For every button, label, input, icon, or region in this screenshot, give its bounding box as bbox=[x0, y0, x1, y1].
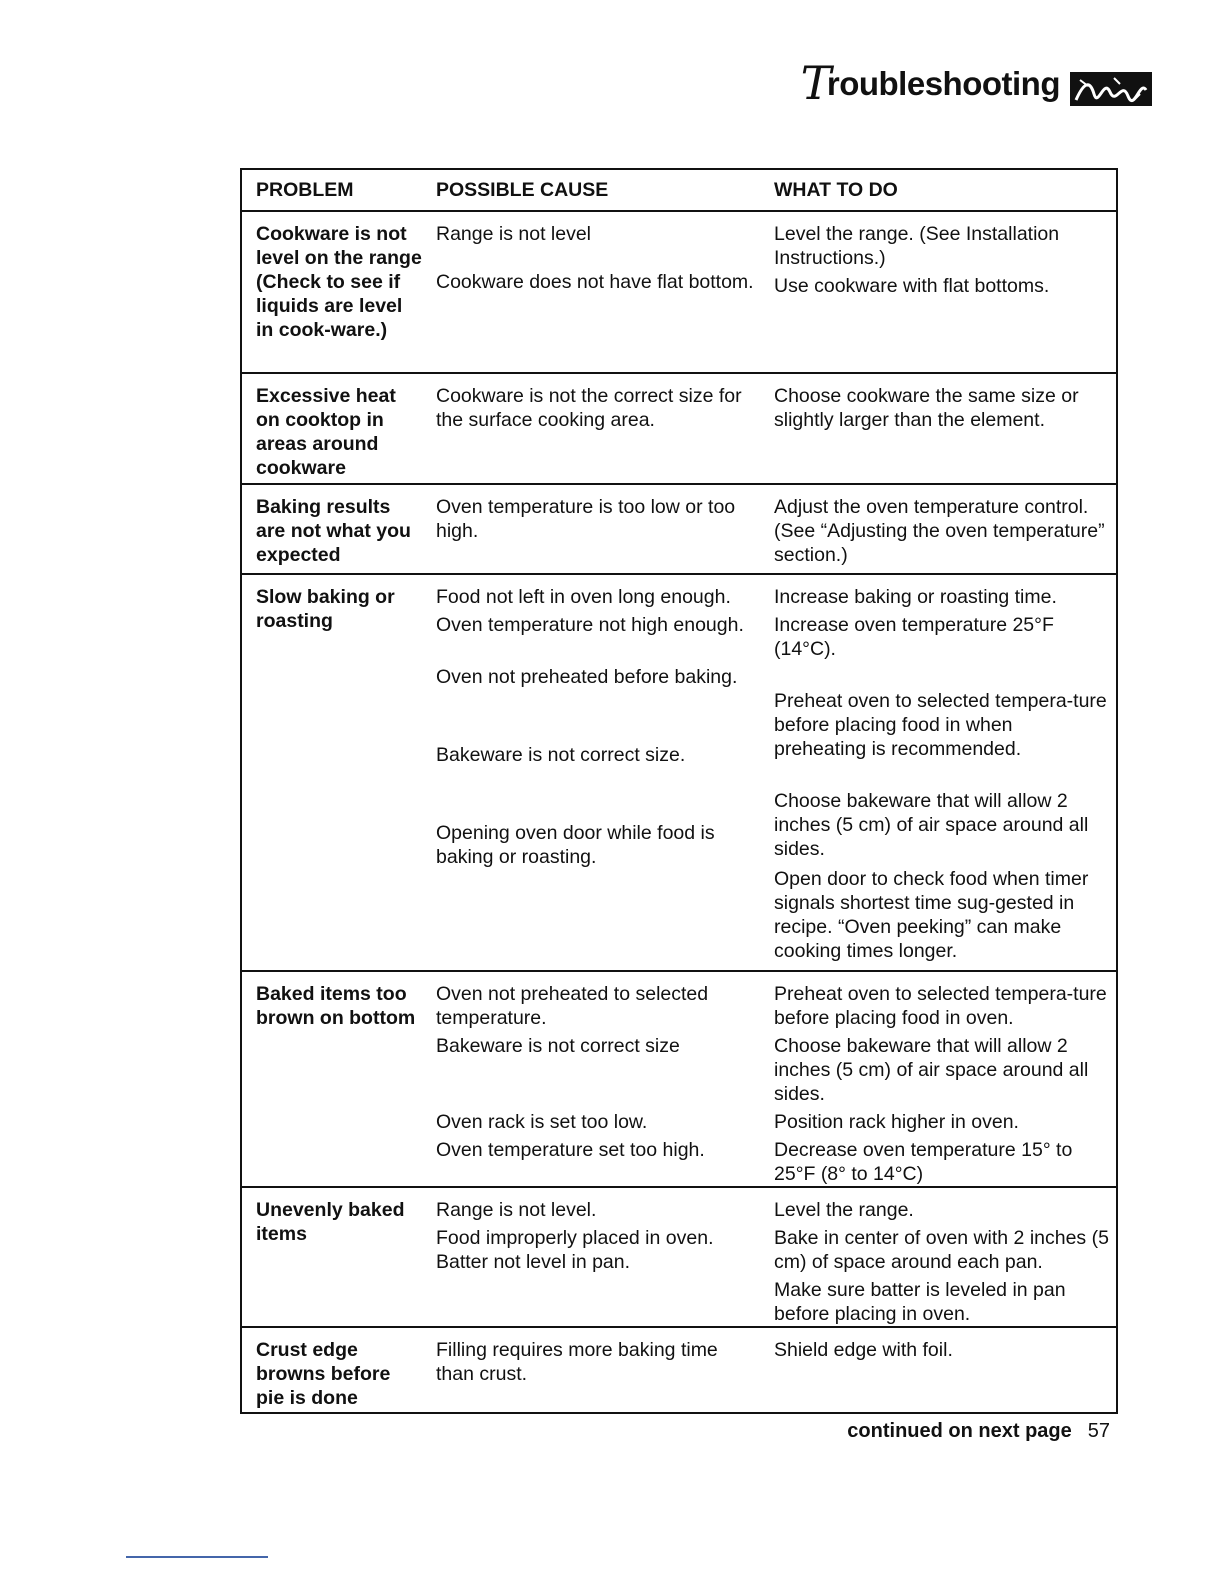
cause-text: Oven not preheated to selected temperature. bbox=[436, 983, 709, 1029]
table-row bbox=[242, 972, 1116, 1188]
action-text: Open door to check food when timer signals shortest time sug-gested in recipe. “Oven peeking” can make cooking times longer. bbox=[774, 868, 1089, 962]
action-text: Preheat oven to selected tempera-ture before placing food in oven. bbox=[774, 983, 1107, 1029]
cause-text: Range is not level. bbox=[436, 1199, 597, 1221]
cause-text: Opening oven door while food is baking or roasting. bbox=[436, 822, 715, 868]
table-row bbox=[242, 1188, 1116, 1328]
cause-text: Oven not preheated before baking. bbox=[436, 666, 738, 688]
action-cell bbox=[760, 485, 1116, 573]
action-cell bbox=[760, 1328, 1116, 1412]
action-text: Adjust the oven temperature control. (See “Adjusting the oven temperature” section.) bbox=[774, 496, 1105, 566]
page-number: 57 bbox=[1087, 1420, 1110, 1442]
cause-cell bbox=[422, 1188, 760, 1326]
troubleshooting-table bbox=[240, 168, 1118, 1414]
cause-cell bbox=[422, 374, 760, 483]
scan-mark bbox=[126, 1556, 268, 1558]
table-row bbox=[242, 212, 1116, 374]
action-text: Increase baking or roasting time. bbox=[774, 586, 1057, 608]
cause-text: Oven temperature is too low or too high. bbox=[436, 496, 736, 542]
problem-cell: Cookware is not level on the range (Check to see if liquids are level in cook-ware.) bbox=[256, 223, 422, 341]
action-text: Bake in center of oven with 2 inches (5 cm) of space around each pan. bbox=[774, 1227, 1109, 1273]
header-what-to-do: WHAT TO DO bbox=[774, 178, 898, 201]
cause-text: Oven temperature not high enough. bbox=[436, 614, 744, 636]
cause-cell bbox=[422, 972, 760, 1186]
page-title bbox=[800, 56, 1060, 110]
action-text: Level the range. bbox=[774, 1199, 914, 1221]
action-text: Decrease oven temperature 15° to 25°F (8° to 14°C) bbox=[774, 1139, 1073, 1185]
table-row bbox=[242, 1328, 1116, 1414]
cause-text: Batter not level in pan. bbox=[436, 1251, 631, 1273]
action-cell bbox=[760, 1188, 1116, 1326]
action-text: Choose bakeware that will allow 2 inches (5 cm) of air space around all sides. bbox=[774, 790, 1089, 860]
action-text: Level the range. (See Installation Instructions.) bbox=[774, 223, 1060, 269]
continued-note: continued on next page bbox=[847, 1420, 1072, 1442]
action-text: Shield edge with foil. bbox=[774, 1339, 953, 1361]
cause-cell bbox=[422, 212, 760, 372]
page-footer bbox=[847, 1420, 1110, 1443]
action-text: Increase oven temperature 25°F (14°C). bbox=[774, 614, 1054, 660]
action-cell bbox=[760, 575, 1116, 970]
cause-text: Bakeware is not correct size. bbox=[436, 744, 686, 766]
title-initial: T bbox=[800, 56, 831, 110]
cause-cell bbox=[422, 485, 760, 573]
action-cell bbox=[760, 972, 1116, 1186]
cause-cell bbox=[422, 575, 760, 970]
page-header bbox=[800, 56, 1152, 110]
decorative-logo-icon bbox=[1070, 72, 1152, 106]
problem-cell: Slow baking or roasting bbox=[256, 586, 395, 632]
table-header bbox=[242, 168, 1116, 212]
cause-text: Food not left in oven long enough. bbox=[436, 586, 731, 608]
action-text: Position rack higher in oven. bbox=[774, 1111, 1019, 1133]
action-cell bbox=[760, 374, 1116, 483]
action-text: Choose bakeware that will allow 2 inches (5 cm) of air space around all sides. bbox=[774, 1035, 1089, 1105]
action-cell bbox=[760, 212, 1116, 372]
cause-cell bbox=[422, 1328, 760, 1412]
action-text: Choose cookware the same size or slightly larger than the element. bbox=[774, 385, 1079, 431]
action-text: Make sure batter is leveled in pan before placing in oven. bbox=[774, 1279, 1066, 1325]
problem-cell: Baked items too brown on bottom bbox=[256, 983, 416, 1029]
problem-cell: Baking results are not what you expected bbox=[256, 496, 411, 566]
problem-cell: Unevenly baked items bbox=[256, 1199, 405, 1245]
header-problem: PROBLEM bbox=[256, 178, 354, 201]
cause-text: Cookware does not have flat bottom. bbox=[436, 271, 754, 293]
action-text: Use cookware with flat bottoms. bbox=[774, 275, 1050, 297]
cause-text: Food improperly placed in oven. bbox=[436, 1227, 714, 1249]
cause-text: Oven rack is set too low. bbox=[436, 1111, 648, 1133]
problem-cell: Excessive heat on cooktop in areas around cookware bbox=[256, 385, 396, 479]
title-rest: roubleshooting bbox=[826, 65, 1060, 102]
table-row bbox=[242, 575, 1116, 972]
header-possible-cause: POSSIBLE CAUSE bbox=[436, 178, 609, 201]
cause-text: Bakeware is not correct size bbox=[436, 1035, 680, 1057]
problem-cell: Crust edge browns before pie is done bbox=[256, 1339, 391, 1409]
cause-text: Oven temperature set too high. bbox=[436, 1139, 705, 1161]
cause-text: Range is not level bbox=[436, 223, 592, 245]
cause-text: Filling requires more baking time than crust. bbox=[436, 1339, 718, 1385]
action-text: Preheat oven to selected tempera-ture before placing food in when preheating is recommended. bbox=[774, 690, 1107, 760]
cause-text: Cookware is not the correct size for the surface cooking area. bbox=[436, 385, 742, 431]
table-row bbox=[242, 374, 1116, 485]
table-row bbox=[242, 485, 1116, 575]
